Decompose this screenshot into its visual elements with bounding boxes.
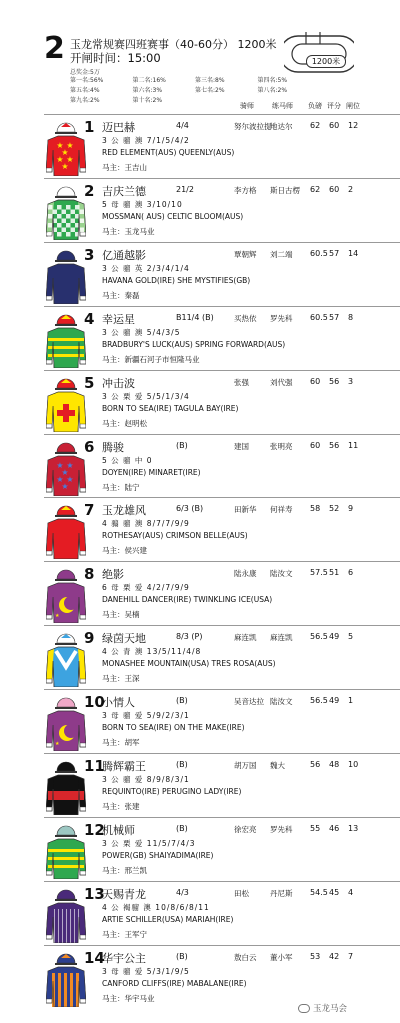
- horse-name: 亿通越影: [102, 248, 146, 262]
- jockey-silks-icon: [46, 250, 86, 304]
- row-divider: [44, 242, 400, 243]
- carried-weight: 62: [310, 184, 321, 194]
- prize-item: 第二名:16%: [132, 77, 166, 84]
- rating-value: 46: [329, 823, 340, 833]
- jockey-name: 吴音达拉: [234, 697, 264, 707]
- horse-name: 腾骏: [102, 440, 124, 454]
- svg-text:★: ★: [61, 148, 69, 157]
- jockey-silks-icon: [46, 378, 86, 432]
- jockey-silks-icon: [46, 186, 86, 240]
- barrier-draw: 6: [348, 568, 354, 578]
- barrier-draw: 10: [348, 760, 359, 769]
- race-purse: 总奖金:5万: [70, 69, 100, 76]
- horse-profile: 5 母 骝 澳 3/10/10: [102, 199, 183, 209]
- horse-profile: 5 公 骝 中 0: [102, 455, 153, 465]
- trainer-name: 罗先科: [270, 824, 293, 834]
- runner-row: [0, 945, 400, 1009]
- rating-value: 51: [329, 568, 340, 578]
- weight-info: (B): [176, 440, 188, 450]
- jockey-name: 麻连凯: [234, 633, 257, 643]
- rating-value: 60: [329, 184, 340, 194]
- rating-value: 57: [329, 248, 340, 258]
- owner-name: 马主：玉龙马业: [102, 226, 155, 236]
- weight-info: 4/3: [176, 887, 189, 897]
- carried-weight: 57.5: [310, 568, 328, 578]
- pedigree: REQUINTO(IRE) PERUGINO LADY(IRE): [102, 787, 242, 796]
- runner-row: [0, 817, 400, 881]
- barrier-draw: 13: [348, 823, 359, 833]
- pedigree: CANFORD CLIFFS(IRE) MABALANE(IRE): [102, 978, 247, 988]
- jockey-name: 徐宏亮: [234, 824, 257, 834]
- row-divider: [44, 945, 400, 946]
- carried-weight: 56.5: [310, 632, 328, 642]
- carried-weight: 60.5: [310, 312, 328, 322]
- jockey-silks-icon: [46, 505, 86, 559]
- horse-profile: 6 母 栗 爱 4/2/7/9/9: [102, 583, 190, 593]
- runner-number: 14: [84, 948, 105, 967]
- runner-row: [0, 881, 400, 945]
- rating-value: 52: [329, 504, 340, 514]
- jockey-name: 胡万国: [234, 761, 257, 770]
- jockey-silks-icon: [46, 569, 86, 623]
- runner-row: [0, 242, 400, 306]
- runner-number: 9: [84, 629, 95, 648]
- weight-info: (B): [176, 951, 188, 961]
- distance-badge: 1200米: [306, 55, 346, 68]
- svg-text:★: ★: [55, 613, 60, 620]
- race-header: [0, 0, 400, 104]
- carried-weight: 55: [310, 823, 321, 833]
- footer-brand: [298, 1002, 347, 1014]
- barrier-draw: 8: [348, 312, 354, 322]
- barrier-draw: 4: [348, 887, 354, 897]
- row-divider: [44, 114, 400, 115]
- pedigree: BORN TO SEA(IRE) TAGULA BAY(IRE): [102, 403, 239, 413]
- runner-row: [0, 753, 400, 817]
- horse-name: 腾辉霸王: [102, 760, 146, 773]
- row-divider: [44, 497, 400, 498]
- horse-name: 玉龙雄风: [102, 504, 146, 518]
- carried-weight: 56.5: [310, 696, 328, 706]
- horse-name: 冲击波: [102, 376, 135, 390]
- trainer-name: 何祥寿: [270, 505, 293, 515]
- svg-text:★: ★: [66, 474, 74, 484]
- runner-number: 11: [84, 757, 105, 775]
- rating-value: 49: [329, 696, 340, 706]
- trainer-name: 刘代强: [270, 377, 293, 387]
- svg-text:★: ★: [61, 162, 69, 171]
- row-divider: [44, 561, 400, 562]
- trainer-name: 丹尼斯: [270, 888, 293, 898]
- barrier-draw: 12: [348, 121, 359, 130]
- row-divider: [44, 753, 400, 754]
- runner-row: [0, 689, 400, 753]
- horse-profile: 3 公 骝 澳 5/4/3/5: [102, 327, 181, 337]
- owner-name: 马主：胡军: [102, 738, 140, 748]
- pedigree: DOYEN(IRE) MINARET(IRE): [102, 467, 201, 477]
- wechat-logo-icon: [298, 1004, 310, 1013]
- carried-weight: 54.5: [310, 887, 328, 897]
- jockey-name: 田松: [234, 888, 249, 898]
- owner-name: 马主：王深: [102, 674, 140, 684]
- prize-distribution: [70, 75, 320, 104]
- trainer-name: 地达尔: [270, 122, 293, 131]
- race-title: 玉龙常规赛四班赛事（40-60分） 1200米: [70, 38, 277, 51]
- rating-value: 45: [329, 887, 340, 897]
- jockey-name: 张强: [234, 377, 249, 387]
- footer-brand-label: 玉龙马会: [313, 1004, 348, 1014]
- rating-value: 60: [329, 121, 340, 130]
- horse-profile: 3 公 骝 爱 8/9/8/3/1: [102, 775, 190, 784]
- race-start-time: 开闸时间：15:00: [70, 51, 161, 65]
- pedigree: HAVANA GOLD(IRE) SHE MYSTIFIES(GB): [102, 275, 251, 285]
- carried-weight: 60.5: [310, 248, 328, 258]
- horse-profile: 3 母 骝 爱 5/3/1/9/5: [102, 966, 190, 976]
- row-divider: [44, 306, 400, 307]
- jockey-silks-icon: [46, 697, 86, 751]
- owner-name: 马主：秦磊: [102, 290, 140, 300]
- pedigree: RED ELEMENT(AUS) QUEENLY(AUS): [102, 148, 235, 157]
- svg-text:★: ★: [56, 141, 64, 150]
- col-barrier: 闸位: [346, 102, 360, 110]
- row-divider: [44, 625, 400, 626]
- trainer-name: 魏大: [270, 761, 285, 770]
- barrier-draw: 14: [348, 248, 359, 258]
- jockey-name: 覃朝辉: [234, 249, 257, 259]
- jockey-silks-icon: [46, 953, 86, 1007]
- svg-text:★: ★: [55, 741, 60, 748]
- jockey-name: 敖白云: [234, 952, 257, 962]
- pedigree: BORN TO SEA(IRE) ON THE MAKE(IRE): [102, 723, 245, 733]
- runner-row: [0, 497, 400, 561]
- prize-item: 第一名:56%: [70, 77, 104, 84]
- trainer-name: 陆汝文: [270, 569, 293, 579]
- weight-info: (B): [176, 760, 188, 769]
- horse-name: 机械师: [102, 823, 135, 837]
- trainer-name: 张明亮: [270, 441, 293, 451]
- prize-item: 第九名:2%: [70, 97, 100, 104]
- track-diagram-icon: [284, 30, 354, 76]
- barrier-draw: 2: [348, 184, 354, 194]
- runner-number: 2: [84, 181, 95, 200]
- carried-weight: 62: [310, 121, 321, 130]
- jockey-silks-icon: [46, 314, 86, 368]
- trainer-name: 陆汝文: [270, 697, 293, 707]
- runner-row: [0, 114, 400, 178]
- carried-weight: 53: [310, 951, 321, 961]
- carried-weight: 60: [310, 376, 321, 386]
- rating-value: 57: [329, 312, 340, 322]
- horse-name: 绝影: [102, 568, 124, 582]
- jockey-silks-icon: [46, 761, 86, 815]
- barrier-draw: 3: [348, 376, 354, 386]
- owner-name: 马主：新疆石河子市恒隆马业: [102, 354, 200, 364]
- prize-item: 第七名:2%: [195, 87, 225, 94]
- pedigree: MOSSMAN( AUS) CELTIC BLOOM(AUS): [102, 211, 244, 221]
- runner-row: [0, 561, 400, 625]
- horse-name: 吉庆兰德: [102, 184, 146, 198]
- jockey-silks-icon: [46, 442, 86, 496]
- weight-info: (B): [176, 696, 188, 706]
- horse-name: 迈巴赫: [102, 121, 135, 134]
- owner-name: 马主：侯兴建: [102, 546, 147, 556]
- trainer-name: 董小军: [270, 952, 293, 962]
- barrier-draw: 1: [348, 696, 354, 706]
- weight-info: 4/4: [176, 121, 189, 130]
- runner-number: 8: [84, 565, 95, 584]
- col-jockey: 骑师: [240, 102, 254, 110]
- jockey-silks-icon: [46, 122, 86, 176]
- pedigree: BRADBURY'S LUCK(AUS) SPRING FORWARD(AUS): [102, 339, 286, 349]
- rating-value: 56: [329, 440, 340, 450]
- race-number: 2: [44, 31, 65, 66]
- weight-info: (B): [176, 823, 188, 833]
- owner-name: 马主：张建: [102, 802, 140, 811]
- horse-profile: 3 母 骝 爱 5/9/2/3/1: [102, 711, 190, 721]
- rating-value: 49: [329, 632, 340, 642]
- horse-profile: 3 公 栗 爱 5/5/1/3/4: [102, 391, 190, 401]
- pedigree: MONASHEE MOUNTAIN(USA) TRES ROSA(AUS): [102, 659, 276, 669]
- runner-number: 3: [84, 245, 95, 264]
- carried-weight: 60: [310, 440, 321, 450]
- svg-text:★: ★: [56, 474, 64, 484]
- owner-name: 马主：华宇马业: [102, 993, 155, 1003]
- col-rating: 评分: [327, 102, 341, 110]
- runner-number: 7: [84, 501, 95, 520]
- barrier-draw: 5: [348, 632, 354, 642]
- svg-text:★: ★: [56, 155, 64, 164]
- row-divider: [44, 178, 400, 179]
- prize-item: 第四名:5%: [257, 77, 288, 84]
- weight-info: 8/3 (P): [176, 632, 203, 642]
- svg-text:★: ★: [61, 481, 69, 491]
- horse-name: 幸运星: [102, 312, 135, 326]
- rating-value: 48: [329, 760, 340, 769]
- owner-name: 马主：邢兰凯: [102, 865, 147, 875]
- runner-number: 5: [84, 373, 95, 392]
- runner-row: [0, 306, 400, 370]
- horse-profile: 3 公 骝 澳 7/1/5/4/2: [102, 136, 190, 145]
- runner-number: 6: [84, 437, 95, 456]
- horse-name: 华宇公主: [102, 951, 146, 965]
- horse-profile: 4 公 青 澳 13/5/11/4/8: [102, 647, 202, 657]
- rating-value: 42: [329, 951, 340, 961]
- runner-number: 4: [84, 309, 95, 328]
- trainer-name: 麻连凯: [270, 633, 293, 643]
- row-divider: [44, 370, 400, 371]
- col-trainer: 练马师: [272, 102, 293, 110]
- jockey-name: 田新华: [234, 505, 257, 515]
- jockey-silks-icon: [46, 825, 86, 879]
- prize-item: 第六名:3%: [132, 87, 163, 94]
- carried-weight: 56: [310, 760, 321, 769]
- runner-number: 1: [84, 118, 95, 136]
- svg-text:★: ★: [66, 460, 74, 470]
- runner-row: [0, 625, 400, 689]
- weight-info: B11/4 (B): [176, 312, 214, 322]
- row-divider: [44, 689, 400, 690]
- svg-text:★: ★: [61, 467, 69, 477]
- pedigree: DANEHILL DANCER(IRE) TWINKLING ICE(USA): [102, 595, 273, 605]
- horse-profile: 4 公 褐骝 澳 10/8/6/8/11: [102, 902, 210, 912]
- owner-name: 马主：吴楠: [102, 610, 140, 620]
- svg-text:★: ★: [56, 460, 64, 470]
- trainer-name: 罗先科: [270, 313, 293, 323]
- row-divider: [44, 881, 400, 882]
- col-load: 负磅: [308, 102, 322, 110]
- barrier-draw: 7: [348, 951, 354, 961]
- barrier-draw: 11: [348, 440, 359, 450]
- prize-item: 第十名:2%: [132, 97, 163, 104]
- trainer-name: 刘二端: [270, 249, 293, 259]
- owner-name: 马主：赵明松: [102, 418, 147, 428]
- svg-text:★: ★: [66, 155, 74, 164]
- horse-name: 小情人: [102, 696, 135, 710]
- runner-number: 12: [84, 820, 105, 839]
- horse-name: 天赐青龙: [102, 887, 146, 901]
- pedigree: ARTIE SCHILLER(USA) MARIAH(IRE): [102, 914, 234, 924]
- jockey-silks-icon: [46, 633, 86, 687]
- horse-name: 绿茵天地: [102, 632, 146, 646]
- pedigree: POWER(GB) SHAIYADIMA(IRE): [102, 850, 214, 860]
- jockey-name: 努尔波拉提: [234, 122, 272, 131]
- runner-row: [0, 370, 400, 434]
- svg-text:★: ★: [66, 141, 74, 150]
- row-divider: [44, 817, 400, 818]
- jockey-name: 李方格: [234, 185, 257, 195]
- pedigree: ROTHESAY(AUS) CRIMSON BELLE(AUS): [102, 531, 248, 541]
- runner-number: 10: [84, 693, 105, 712]
- prize-item: 第八名:2%: [257, 87, 288, 94]
- weight-info: 21/2: [176, 184, 194, 194]
- runner-row: [0, 178, 400, 242]
- weight-info: 6/3 (B): [176, 504, 204, 514]
- owner-name: 马主：王吉山: [102, 163, 147, 172]
- owner-name: 马主：王军宁: [102, 929, 147, 939]
- rating-value: 56: [329, 376, 340, 386]
- barrier-draw: 9: [348, 504, 354, 514]
- jockey-name: 陆永康: [234, 569, 257, 579]
- trainer-name: 斯日古楞: [270, 185, 300, 195]
- carried-weight: 58: [310, 504, 321, 514]
- prize-item: 第五名:4%: [70, 87, 100, 94]
- jockey-silks-icon: [46, 889, 86, 943]
- runner-number: 13: [84, 884, 105, 903]
- runner-row: [0, 434, 400, 498]
- horse-profile: 3 公 骝 英 2/3/4/1/4: [102, 263, 190, 273]
- horse-profile: 3 公 栗 爱 11/5/7/4/3: [102, 838, 196, 848]
- row-divider: [44, 434, 400, 435]
- prize-item: 第三名:8%: [195, 77, 225, 84]
- jockey-name: 建国: [234, 441, 249, 451]
- jockey-name: 买热依: [234, 313, 257, 323]
- owner-name: 马主：陆宁: [102, 482, 140, 492]
- horse-profile: 4 骟 骝 澳 8/7/7/9/9: [102, 519, 190, 529]
